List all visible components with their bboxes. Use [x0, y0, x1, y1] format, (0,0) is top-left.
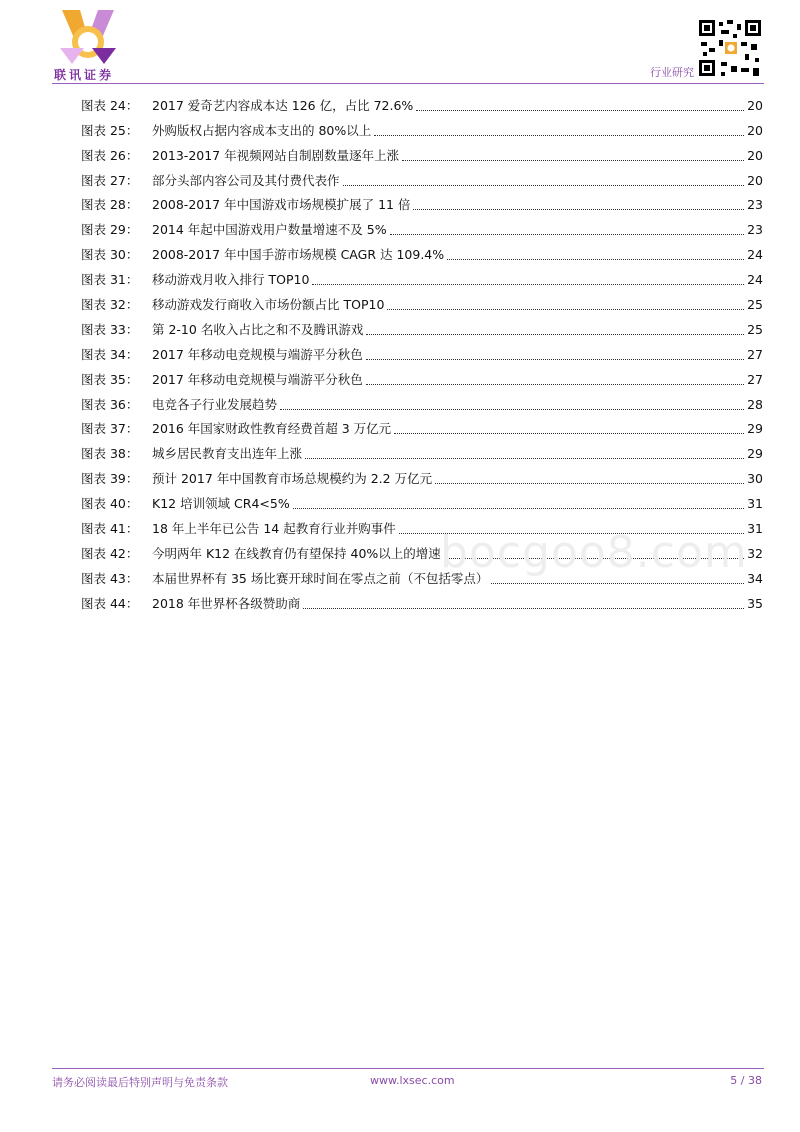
toc-entry-label: 图表 28：	[81, 197, 139, 213]
toc-entry-label: 图表 40：	[81, 496, 139, 512]
toc-entry-page: 24	[747, 247, 763, 263]
toc-entry-label: 图表 27：	[81, 172, 139, 188]
toc-entry-label: 图表 35：	[81, 371, 139, 387]
toc-entry[interactable]	[81, 168, 763, 193]
toc-dot-leader	[366, 384, 744, 385]
toc-dot-leader	[435, 483, 744, 484]
toc-entry-label: 图表 33：	[81, 321, 139, 337]
toc-dot-leader	[280, 409, 744, 410]
toc-entry-page: 34	[747, 570, 763, 586]
toc-dot-leader	[416, 110, 744, 111]
toc-dot-leader	[312, 284, 744, 285]
toc-entry-page: 27	[747, 371, 763, 387]
toc-entry[interactable]	[81, 392, 763, 417]
toc-entry[interactable]	[81, 342, 763, 367]
toc-entry-page: 20	[747, 147, 763, 163]
toc-entry-title: 2018 年世界杯各级赞助商	[152, 595, 301, 611]
toc-dot-leader	[374, 135, 744, 136]
toc-entry-page: 32	[747, 545, 763, 561]
report-category-label: 行业研究	[650, 66, 694, 79]
toc-entry-page: 23	[747, 197, 763, 213]
toc-entry-title: K12 培训领域 CR4<5%	[152, 496, 290, 512]
toc-entry-page: 27	[747, 346, 763, 362]
logo-text: 联讯证券	[54, 68, 115, 82]
toc-entry-title: 2014 年起中国游戏用户数量增速不及 5%	[152, 222, 387, 238]
toc-entry-label: 图表 31：	[81, 272, 139, 288]
toc-entry-page: 20	[747, 172, 763, 188]
toc-dot-leader	[366, 334, 744, 335]
watermark: bocgoo8.com	[440, 527, 748, 578]
toc-entry-title: 部分头部内容公司及其付费代表作	[152, 172, 340, 188]
toc-entry-title: 电竞各子行业发展趋势	[152, 396, 278, 412]
toc-entry-label: 图表 37：	[81, 421, 139, 437]
toc-entry-title: 外购版权占据内容成本支出的 80%以上	[152, 122, 372, 138]
company-logo	[52, 8, 142, 80]
toc-entry-label: 图表 24：	[81, 97, 139, 113]
toc-entry-label: 图表 29：	[81, 222, 139, 238]
toc-entry[interactable]	[81, 491, 763, 516]
toc-entry[interactable]	[81, 292, 763, 317]
toc-entry[interactable]	[81, 417, 763, 442]
toc-entry-page: 30	[747, 471, 763, 487]
toc-entry[interactable]	[81, 466, 763, 491]
toc-entry-title: 2017 年移动电竞规模与端游平分秋色	[152, 371, 363, 387]
toc-entry-page: 20	[747, 122, 763, 138]
toc-entry-title: 2017 爱奇艺内容成本达 126 亿，占比 72.6%	[152, 97, 414, 113]
toc-entry-page: 24	[747, 272, 763, 288]
toc-entry-label: 图表 32：	[81, 297, 139, 313]
toc-entry[interactable]	[81, 242, 763, 267]
toc-entry-page: 25	[747, 321, 763, 337]
toc-entry-label: 图表 41：	[81, 521, 139, 537]
toc-dot-leader	[394, 433, 744, 434]
toc-entry-label: 图表 42：	[81, 545, 139, 561]
toc-entry-page: 29	[747, 446, 763, 462]
toc-entry[interactable]	[81, 317, 763, 342]
footer-website: www.lxsec.com	[370, 1074, 455, 1087]
toc-dot-leader	[491, 583, 744, 584]
toc-entry[interactable]	[81, 591, 763, 616]
toc-dot-leader	[305, 458, 744, 459]
toc-entry[interactable]	[81, 143, 763, 168]
toc-entry-page: 23	[747, 222, 763, 238]
toc-entry[interactable]	[81, 267, 763, 292]
toc-entry-title: 城乡居民教育支出连年上涨	[152, 446, 303, 462]
toc-entry-label: 图表 25：	[81, 122, 139, 138]
header-divider	[52, 83, 764, 84]
toc-dot-leader	[402, 160, 744, 161]
toc-entry-title: 移动游戏月收入排行 TOP10	[152, 272, 310, 288]
toc-entry-label: 图表 30：	[81, 247, 139, 263]
toc-entry[interactable]	[81, 93, 763, 118]
toc-entry-label: 图表 26：	[81, 147, 139, 163]
toc-entry-page: 25	[747, 297, 763, 313]
toc-entry-title: 18 年上半年已公告 14 起教育行业并购事件	[152, 521, 396, 537]
toc-entry-title: 2017 年移动电竞规模与端游平分秋色	[152, 346, 363, 362]
toc-dot-leader	[413, 209, 744, 210]
toc-entry-title: 2016 年国家财政性教育经费首超 3 万亿元	[152, 421, 392, 437]
footer-divider	[52, 1068, 764, 1069]
toc-entry-page: 31	[747, 521, 763, 537]
toc-entry[interactable]	[81, 193, 763, 218]
toc-entry-title: 今明两年 K12 在线教育仍有望保持 40%以上的增速	[152, 545, 441, 561]
toc-dot-leader	[343, 185, 745, 186]
toc-dot-leader	[366, 359, 744, 360]
toc-entry-title: 预计 2017 年中国教育市场总规模约为 2.2 万亿元	[152, 471, 433, 487]
toc-entry-label: 图表 39：	[81, 471, 139, 487]
toc-entry-title: 2008-2017 年中国游戏市场规模扩展了 11 倍	[152, 197, 411, 213]
toc-entry-page: 29	[747, 421, 763, 437]
toc-dot-leader	[303, 608, 744, 609]
toc-entry-page: 20	[747, 97, 763, 113]
toc-entry[interactable]	[81, 118, 763, 143]
toc-dot-leader	[390, 234, 745, 235]
toc-entry-title: 本届世界杯有 35 场比赛开球时间在零点之前（不包括零点）	[152, 570, 489, 586]
footer-disclaimer: 请务必阅读最后特别声明与免责条款	[52, 1076, 228, 1089]
toc-entry-title: 2008-2017 年中国手游市场规模 CAGR 达 109.4%	[152, 247, 445, 263]
toc-entry[interactable]	[81, 441, 763, 466]
toc-entry-page: 31	[747, 496, 763, 512]
toc-dot-leader	[387, 309, 744, 310]
page-indicator: 5 / 38	[730, 1074, 762, 1087]
toc-entry[interactable]	[81, 217, 763, 242]
toc-entry-page: 35	[747, 595, 763, 611]
toc-entry[interactable]	[81, 367, 763, 392]
lianxun-logo-icon	[58, 8, 118, 64]
toc-entry-label: 图表 44：	[81, 595, 139, 611]
toc-entry-title: 移动游戏发行商收入市场份额占比 TOP10	[152, 297, 385, 313]
toc-dot-leader	[447, 259, 744, 260]
toc-entry-label: 图表 36：	[81, 396, 139, 412]
toc-dot-leader	[293, 508, 744, 509]
toc-entry-title: 第 2-10 名收入占比之和不及腾讯游戏	[152, 321, 364, 337]
toc-entry-title: 2013-2017 年视频网站自制剧数量逐年上涨	[152, 147, 400, 163]
qr-code-icon	[697, 18, 763, 78]
toc-entry-page: 28	[747, 396, 763, 412]
toc-entry-label: 图表 38：	[81, 446, 139, 462]
toc-entry-label: 图表 34：	[81, 346, 139, 362]
toc-entry-label: 图表 43：	[81, 570, 139, 586]
